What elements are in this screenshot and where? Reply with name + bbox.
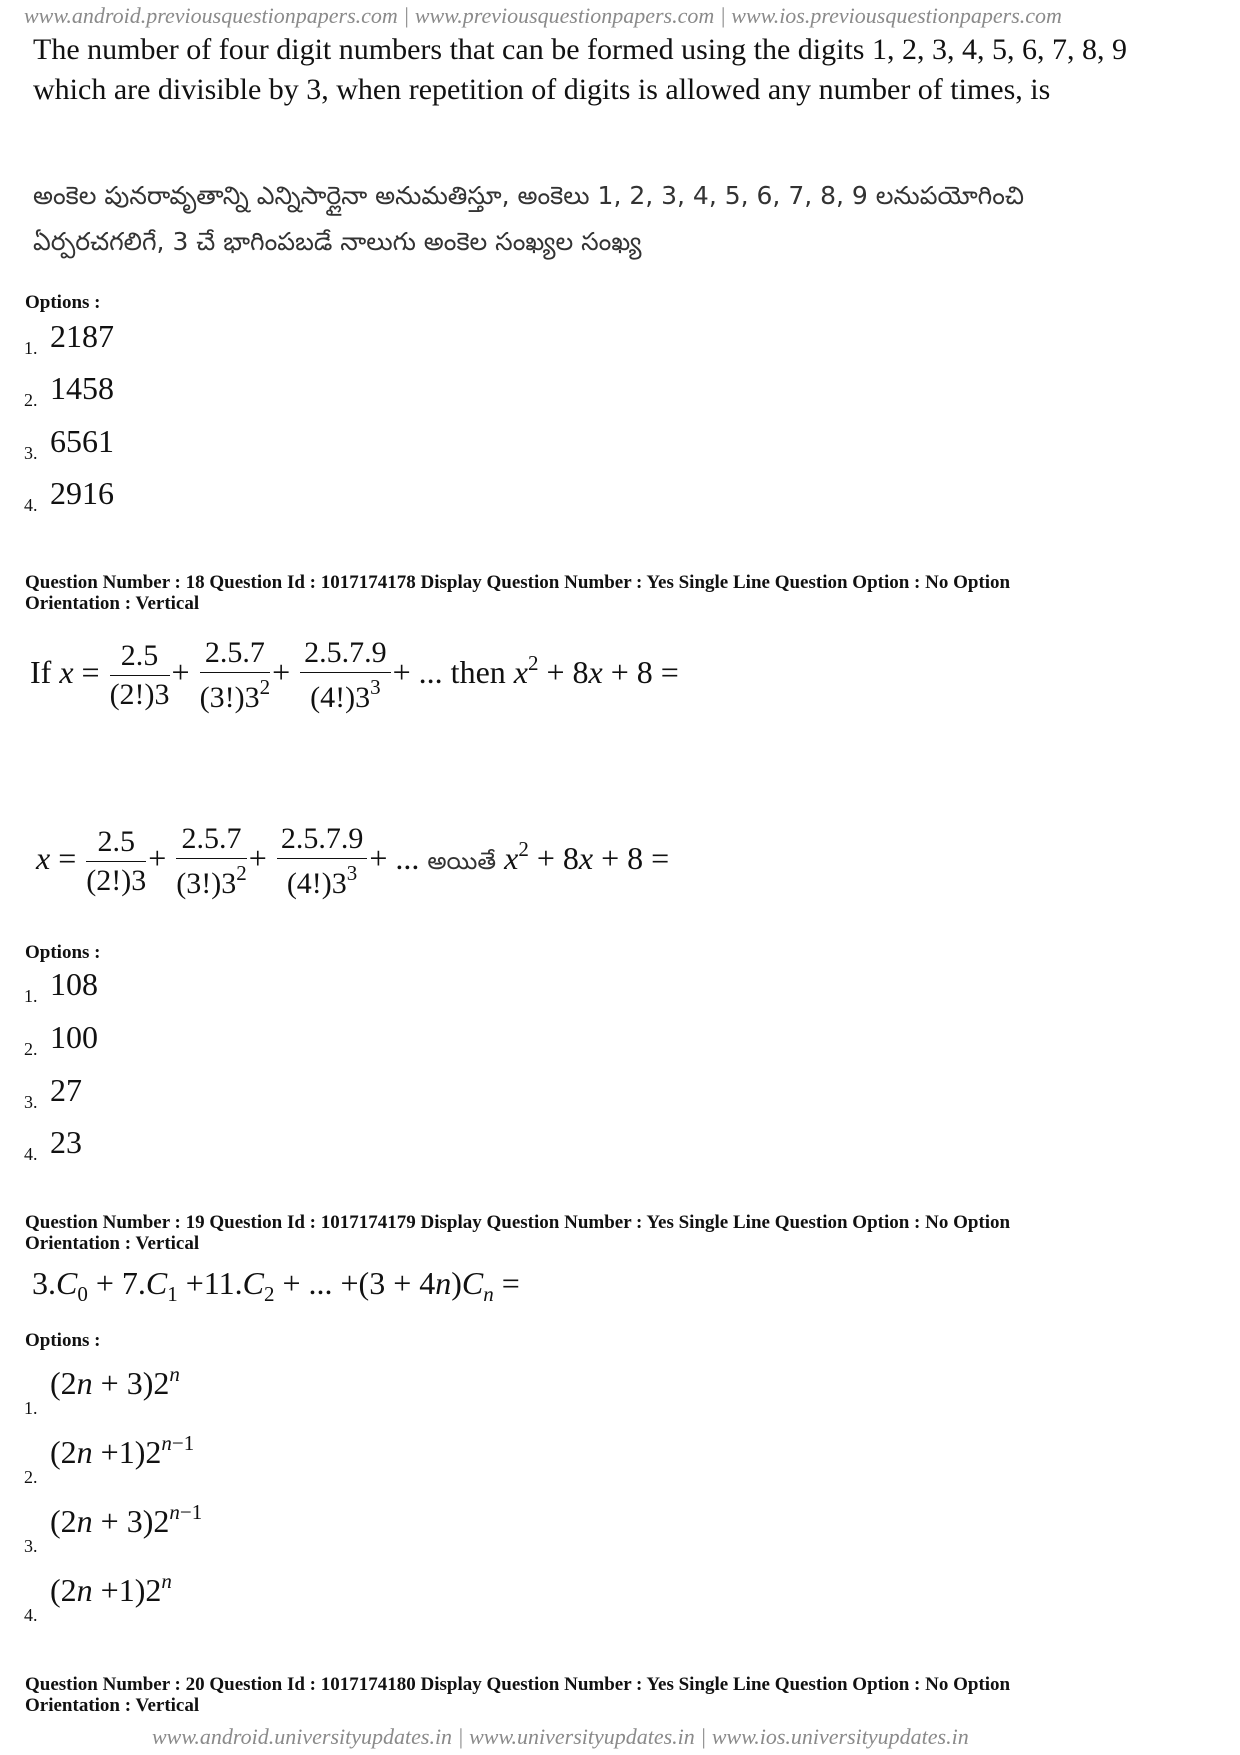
option-value: $(2n +1)2^{n-1}$ bbox=[50, 1431, 195, 1470]
fraction-1: $\frac{2.5}{(2!)3}$ bbox=[109, 639, 170, 711]
q20-meta-line1: Question Number : 20 Question Id : 1017174180 Display Question Number : Yes Single Line Question Option : No Option bbox=[25, 1674, 1011, 1695]
option-number: 4. bbox=[24, 1144, 38, 1164]
q17-english-line1: The number of four digit numbers that can be formed using the digits 1, 2, 3, 4, 5, 6, 7, 8, 9 bbox=[33, 33, 1127, 66]
if-word: If bbox=[30, 653, 52, 690]
option-value: 1458 bbox=[50, 370, 114, 406]
q19-option-1[interactable] bbox=[24, 1362, 424, 1430]
option-number: 2. bbox=[24, 1467, 38, 1487]
q20-meta-line2: Orientation : Vertical bbox=[25, 1695, 200, 1716]
option-number: 3. bbox=[24, 1092, 38, 1112]
q18-options-label: Options : bbox=[25, 942, 101, 963]
option-value: $(2n + 3)2^n$ bbox=[50, 1362, 180, 1401]
q20-meta bbox=[25, 1674, 1205, 1716]
q18-option-4[interactable] bbox=[24, 1124, 324, 1176]
option-value: 2916 bbox=[50, 475, 114, 511]
q18-option-2[interactable] bbox=[24, 1019, 324, 1071]
q18-formula-english: If x = $\frac{2.5}{(2!)3}$ + $\frac{2.5.7}{(3!)3^2}$ + $\frac{2.5.7.9}{(4!)3^3}$ + ... then $x^2 + 8x + 8$ = bbox=[30, 636, 679, 714]
q19-options-label: Options : bbox=[25, 1330, 101, 1351]
q17-option-2[interactable] bbox=[24, 370, 324, 422]
q17-option-4[interactable] bbox=[24, 475, 324, 527]
watermark-top: www.android.previousquestionpapers.com | www.previousquestionpapers.com | www.ios.previousquestionpapers.com bbox=[24, 3, 1062, 28]
q19-option-3[interactable] bbox=[24, 1500, 424, 1568]
q18-meta-line2: Orientation : Vertical bbox=[25, 593, 200, 614]
option-value: 27 bbox=[50, 1072, 82, 1108]
option-number: 4. bbox=[24, 495, 38, 515]
q17-option-3[interactable] bbox=[24, 423, 324, 475]
q18-option-3[interactable] bbox=[24, 1072, 324, 1124]
q19-formula: $3.C_0 + 7.C_1 +11.C_2$ + ... $+(3 + 4n)C_n$ = bbox=[32, 1265, 520, 1306]
q17-question-english bbox=[33, 30, 1223, 110]
q17-options-label: Options : bbox=[25, 292, 101, 313]
q18-option-1[interactable] bbox=[24, 966, 324, 1018]
option-value: 2187 bbox=[50, 318, 114, 354]
q18-meta-line1: Question Number : 18 Question Id : 1017174178 Display Question Number : Yes Single Line Question Option : No Option bbox=[25, 572, 1011, 593]
fraction-1: $\frac{2.5}{(2!)3}$ bbox=[86, 825, 147, 897]
option-number: 1. bbox=[24, 338, 38, 358]
option-value: 100 bbox=[50, 1019, 98, 1055]
q17-telugu-line1: అంకెల పునరావృతాన్ని ఎన్నిసార్లైనా అనుమతిస్తూ, అంకెలు 1, 2, 3, 4, 5, 6, 7, 8, 9 లనుపయోగించి bbox=[33, 181, 1025, 210]
q19-option-2[interactable] bbox=[24, 1431, 424, 1499]
fraction-2: $\frac{2.5.7}{(3!)3^2}$ bbox=[199, 636, 271, 714]
q19-option-4[interactable] bbox=[24, 1569, 424, 1637]
q18-meta bbox=[25, 572, 1205, 614]
q19-meta-line2: Orientation : Vertical bbox=[25, 1233, 200, 1254]
option-value: $(2n + 3)2^{n-1}$ bbox=[50, 1500, 203, 1539]
option-number: 1. bbox=[24, 1398, 38, 1418]
q17-english-line2: which are divisible by 3, when repetition of digits is allowed any number of times, is bbox=[33, 73, 1051, 106]
fraction-3: $\frac{2.5.7.9}{(4!)3^3}$ bbox=[300, 636, 391, 715]
option-number: 3. bbox=[24, 443, 38, 463]
q17-option-1[interactable] bbox=[24, 318, 324, 370]
fraction-3: $\frac{2.5.7.9}{(4!)3^3}$ bbox=[277, 822, 368, 901]
q19-meta bbox=[25, 1212, 1205, 1254]
option-value: $(2n +1)2^n$ bbox=[50, 1569, 172, 1608]
q19-meta-line1: Question Number : 19 Question Id : 1017174179 Display Question Number : Yes Single Line Question Option : No Option bbox=[25, 1212, 1011, 1233]
option-value: 108 bbox=[50, 966, 98, 1002]
option-value: 23 bbox=[50, 1124, 82, 1160]
then-word: then bbox=[450, 653, 506, 690]
watermark-bottom: www.android.universityupdates.in | www.universityupdates.in | www.ios.universityupdates.in bbox=[152, 1724, 969, 1749]
telugu-then-word: అయితే bbox=[427, 846, 497, 875]
option-number: 4. bbox=[24, 1605, 38, 1625]
fraction-2: $\frac{2.5.7}{(3!)3^2}$ bbox=[176, 822, 247, 900]
q17-question-telugu bbox=[33, 173, 1223, 265]
option-number: 2. bbox=[24, 390, 38, 410]
q17-telugu-line2: ఏర్పరచగలిగే, 3 చే భాగింపబడే నాలుగు అంకెల సంఖ్యల సంఖ్య bbox=[33, 227, 642, 256]
q18-formula-telugu: x = $\frac{2.5}{(2!)3}$ + $\frac{2.5.7}{(3!)3^2}$ + $\frac{2.5.7.9}{(4!)3^3}$ + ... అయితే $x^2 + 8x + 8$ = bbox=[36, 822, 670, 900]
option-value: 6561 bbox=[50, 423, 114, 459]
option-number: 3. bbox=[24, 1536, 38, 1556]
option-number: 2. bbox=[24, 1039, 38, 1059]
option-number: 1. bbox=[24, 986, 38, 1006]
